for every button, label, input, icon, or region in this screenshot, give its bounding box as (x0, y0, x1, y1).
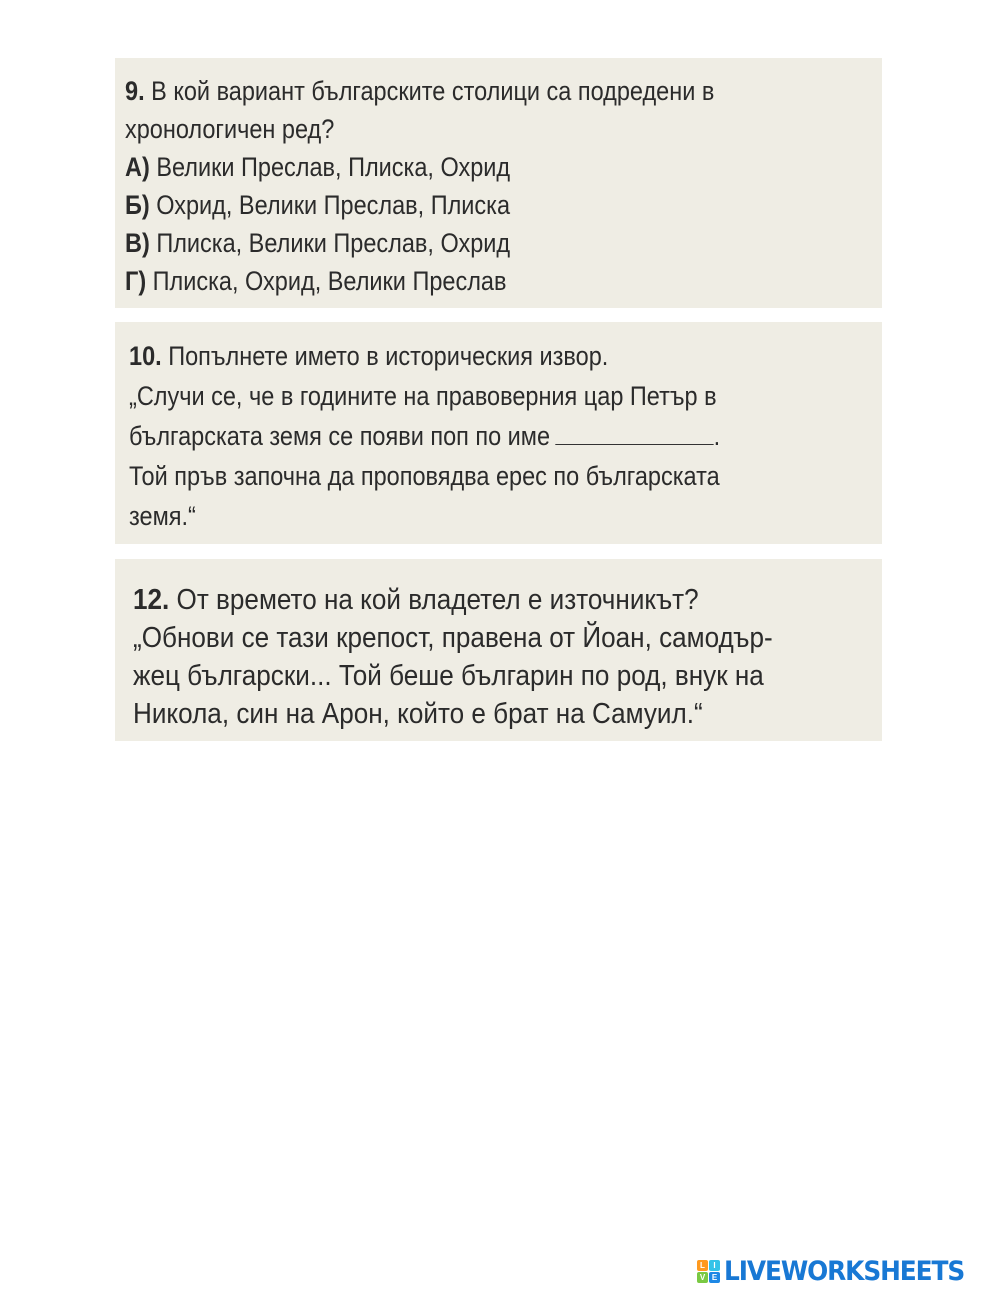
option-a[interactable]: А) Велики Преслав, Плиска, Охрид (125, 152, 511, 182)
option-c[interactable]: В) Плиска, Велики Преслав, Охрид (125, 228, 511, 258)
question-9-card (115, 58, 882, 308)
source-line: „Случи се, че в годините на правоверния цар Петър в (129, 381, 717, 411)
question-number: 10. (129, 341, 162, 371)
question-12-prompt: 12. От времето на кой владетел е източникът? (133, 584, 699, 616)
option-d[interactable]: Г) Плиска, Охрид, Велики Преслав (125, 266, 507, 296)
question-10-card (115, 322, 882, 544)
source-line: „Обнови се тази крепост, правена от Йоан, самодър- (133, 622, 773, 654)
source-line: Никола, син на Арон, който е брат на Самуил.“ (133, 698, 703, 730)
answer-blank[interactable] (555, 418, 713, 445)
source-line: земя.“ (129, 501, 196, 531)
liveworksheets-logo (697, 1255, 985, 1287)
question-9-prompt: 9. В кой вариант българските столици са подредени в (125, 76, 715, 106)
logo-mark-icon: L I V E (697, 1260, 720, 1283)
option-b[interactable]: Б) Охрид, Велики Преслав, Плиска (125, 190, 511, 220)
source-line: жец български... Той беше българин по род, внук на (133, 660, 764, 692)
source-line-blank: българската земя се появи поп по име . (129, 416, 784, 456)
question-12-card (115, 559, 882, 741)
question-number: 12. (133, 584, 170, 616)
logo-text: LIVEWORKSHEETS (724, 1255, 965, 1287)
question-10-prompt: 10. Попълнете името в историческия извор. (129, 341, 609, 371)
source-line: Той пръв започна да проповядва ерес по българската (129, 461, 720, 491)
question-number: 9. (125, 76, 145, 106)
question-9-prompt-cont: хронологичен ред? (125, 114, 335, 144)
